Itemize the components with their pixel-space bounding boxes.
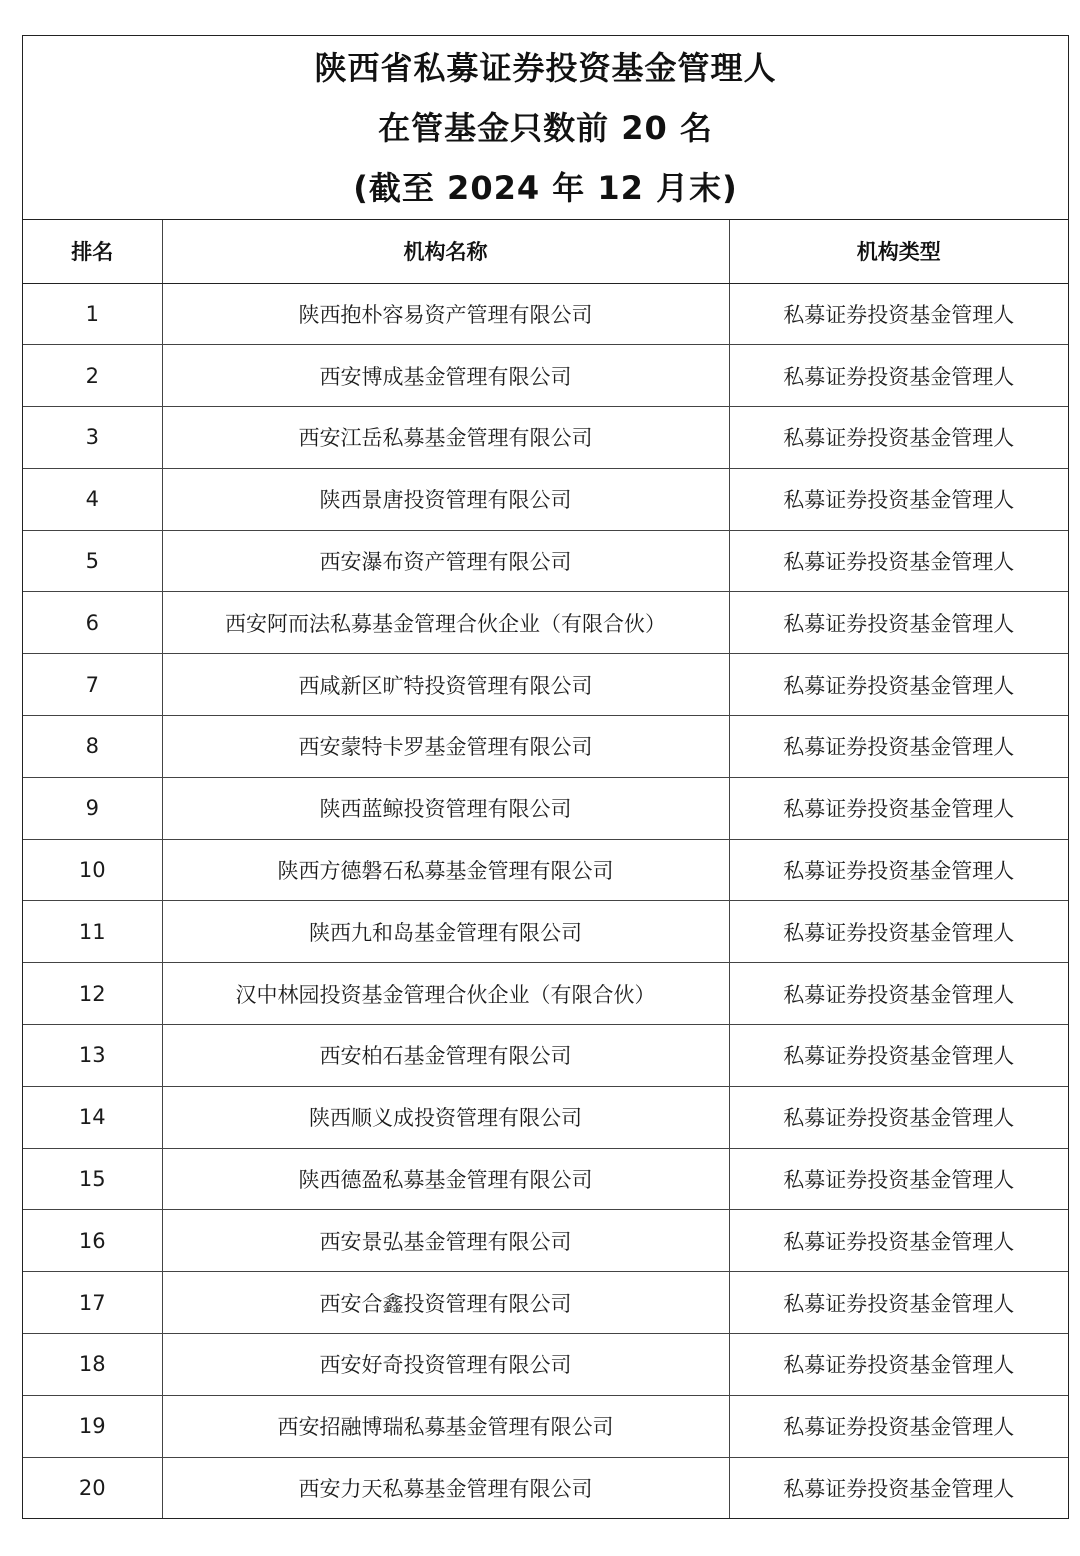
- cell-name: 西安好奇投资管理有限公司: [162, 1334, 729, 1396]
- cell-type: 私募证券投资基金管理人: [729, 963, 1068, 1025]
- cell-rank: 17: [23, 1272, 162, 1334]
- cell-name: 陕西景唐投资管理有限公司: [162, 468, 729, 530]
- cell-type: 私募证券投资基金管理人: [729, 1395, 1068, 1457]
- cell-name: 陕西顺义成投资管理有限公司: [162, 1086, 729, 1148]
- cell-type: 私募证券投资基金管理人: [729, 839, 1068, 901]
- cell-name: 西安蒙特卡罗基金管理有限公司: [162, 716, 729, 778]
- cell-rank: 9: [23, 777, 162, 839]
- cell-name: 陕西德盈私募基金管理有限公司: [162, 1148, 729, 1210]
- cell-rank: 7: [23, 654, 162, 716]
- cell-rank: 8: [23, 716, 162, 778]
- cell-rank: 18: [23, 1334, 162, 1396]
- cell-type: 私募证券投资基金管理人: [729, 1272, 1068, 1334]
- cell-rank: 19: [23, 1395, 162, 1457]
- cell-type: 私募证券投资基金管理人: [729, 1457, 1068, 1519]
- header-row: [23, 220, 1068, 283]
- header-rank: 排名: [23, 220, 162, 283]
- cell-type: 私募证券投资基金管理人: [729, 716, 1068, 778]
- table-row: [23, 1025, 1068, 1087]
- title-line-1: 陕西省私募证券投资基金管理人: [314, 48, 777, 87]
- cell-rank: 20: [23, 1457, 162, 1519]
- cell-name: 西咸新区旷特投资管理有限公司: [162, 654, 729, 716]
- cell-type: 私募证券投资基金管理人: [729, 1210, 1068, 1272]
- cell-rank: 16: [23, 1210, 162, 1272]
- cell-rank: 6: [23, 592, 162, 654]
- cell-rank: 10: [23, 839, 162, 901]
- cell-name: 西安阿而法私募基金管理合伙企业（有限合伙）: [162, 592, 729, 654]
- header-name: 机构名称: [162, 220, 729, 283]
- table-row: [23, 283, 1068, 345]
- cell-name: 汉中林园投资基金管理合伙企业（有限合伙）: [162, 963, 729, 1025]
- table-row: [23, 1334, 1068, 1396]
- cell-name: 西安瀑布资产管理有限公司: [162, 530, 729, 592]
- cell-type: 私募证券投资基金管理人: [729, 1148, 1068, 1210]
- cell-rank: 4: [23, 468, 162, 530]
- cell-name: 西安景弘基金管理有限公司: [162, 1210, 729, 1272]
- cell-name: 陕西九和岛基金管理有限公司: [162, 901, 729, 963]
- table-row: [23, 1395, 1068, 1457]
- cell-type: 私募证券投资基金管理人: [729, 283, 1068, 345]
- cell-type: 私募证券投资基金管理人: [729, 592, 1068, 654]
- cell-type: 私募证券投资基金管理人: [729, 468, 1068, 530]
- cell-rank: 3: [23, 407, 162, 469]
- cell-rank: 2: [23, 345, 162, 407]
- table-row: [23, 1210, 1068, 1272]
- table-row: [23, 654, 1068, 716]
- table-row: [23, 777, 1068, 839]
- cell-rank: 1: [23, 283, 162, 345]
- cell-type: 私募证券投资基金管理人: [729, 654, 1068, 716]
- cell-type: 私募证券投资基金管理人: [729, 777, 1068, 839]
- ranking-table: [23, 220, 1068, 1519]
- cell-rank: 11: [23, 901, 162, 963]
- table-row: [23, 1148, 1068, 1210]
- cell-name: 西安江岳私募基金管理有限公司: [162, 407, 729, 469]
- cell-name: 陕西蓝鲸投资管理有限公司: [162, 777, 729, 839]
- cell-name: 西安招融博瑞私募基金管理有限公司: [162, 1395, 729, 1457]
- cell-name: 西安合鑫投资管理有限公司: [162, 1272, 729, 1334]
- cell-name: 西安柏石基金管理有限公司: [162, 1025, 729, 1087]
- cell-type: 私募证券投资基金管理人: [729, 530, 1068, 592]
- table-row: [23, 1272, 1068, 1334]
- cell-name: 陕西方德磐石私募基金管理有限公司: [162, 839, 729, 901]
- table-row: [23, 1086, 1068, 1148]
- title-line-2: 在管基金只数前 20 名: [378, 108, 713, 147]
- table-row: [23, 963, 1068, 1025]
- cell-type: 私募证券投资基金管理人: [729, 1086, 1068, 1148]
- table-row: [23, 901, 1068, 963]
- table-row: [23, 407, 1068, 469]
- ranking-sheet: [22, 35, 1069, 1519]
- cell-type: 私募证券投资基金管理人: [729, 1334, 1068, 1396]
- title-line-3: (截至 2024 年 12 月末): [353, 168, 738, 207]
- cell-name: 陕西抱朴容易资产管理有限公司: [162, 283, 729, 345]
- table-body: [23, 283, 1068, 1519]
- cell-type: 私募证券投资基金管理人: [729, 1025, 1068, 1087]
- cell-type: 私募证券投资基金管理人: [729, 901, 1068, 963]
- cell-type: 私募证券投资基金管理人: [729, 407, 1068, 469]
- cell-rank: 14: [23, 1086, 162, 1148]
- cell-rank: 5: [23, 530, 162, 592]
- cell-rank: 12: [23, 963, 162, 1025]
- cell-rank: 15: [23, 1148, 162, 1210]
- title-block: [23, 36, 1068, 220]
- header-type: 机构类型: [729, 220, 1068, 283]
- table-row: [23, 530, 1068, 592]
- cell-rank: 13: [23, 1025, 162, 1087]
- table-row: [23, 468, 1068, 530]
- table-row: [23, 592, 1068, 654]
- cell-name: 西安博成基金管理有限公司: [162, 345, 729, 407]
- table-row: [23, 1457, 1068, 1519]
- table-row: [23, 716, 1068, 778]
- table-row: [23, 839, 1068, 901]
- cell-name: 西安力天私募基金管理有限公司: [162, 1457, 729, 1519]
- cell-type: 私募证券投资基金管理人: [729, 345, 1068, 407]
- table-row: [23, 345, 1068, 407]
